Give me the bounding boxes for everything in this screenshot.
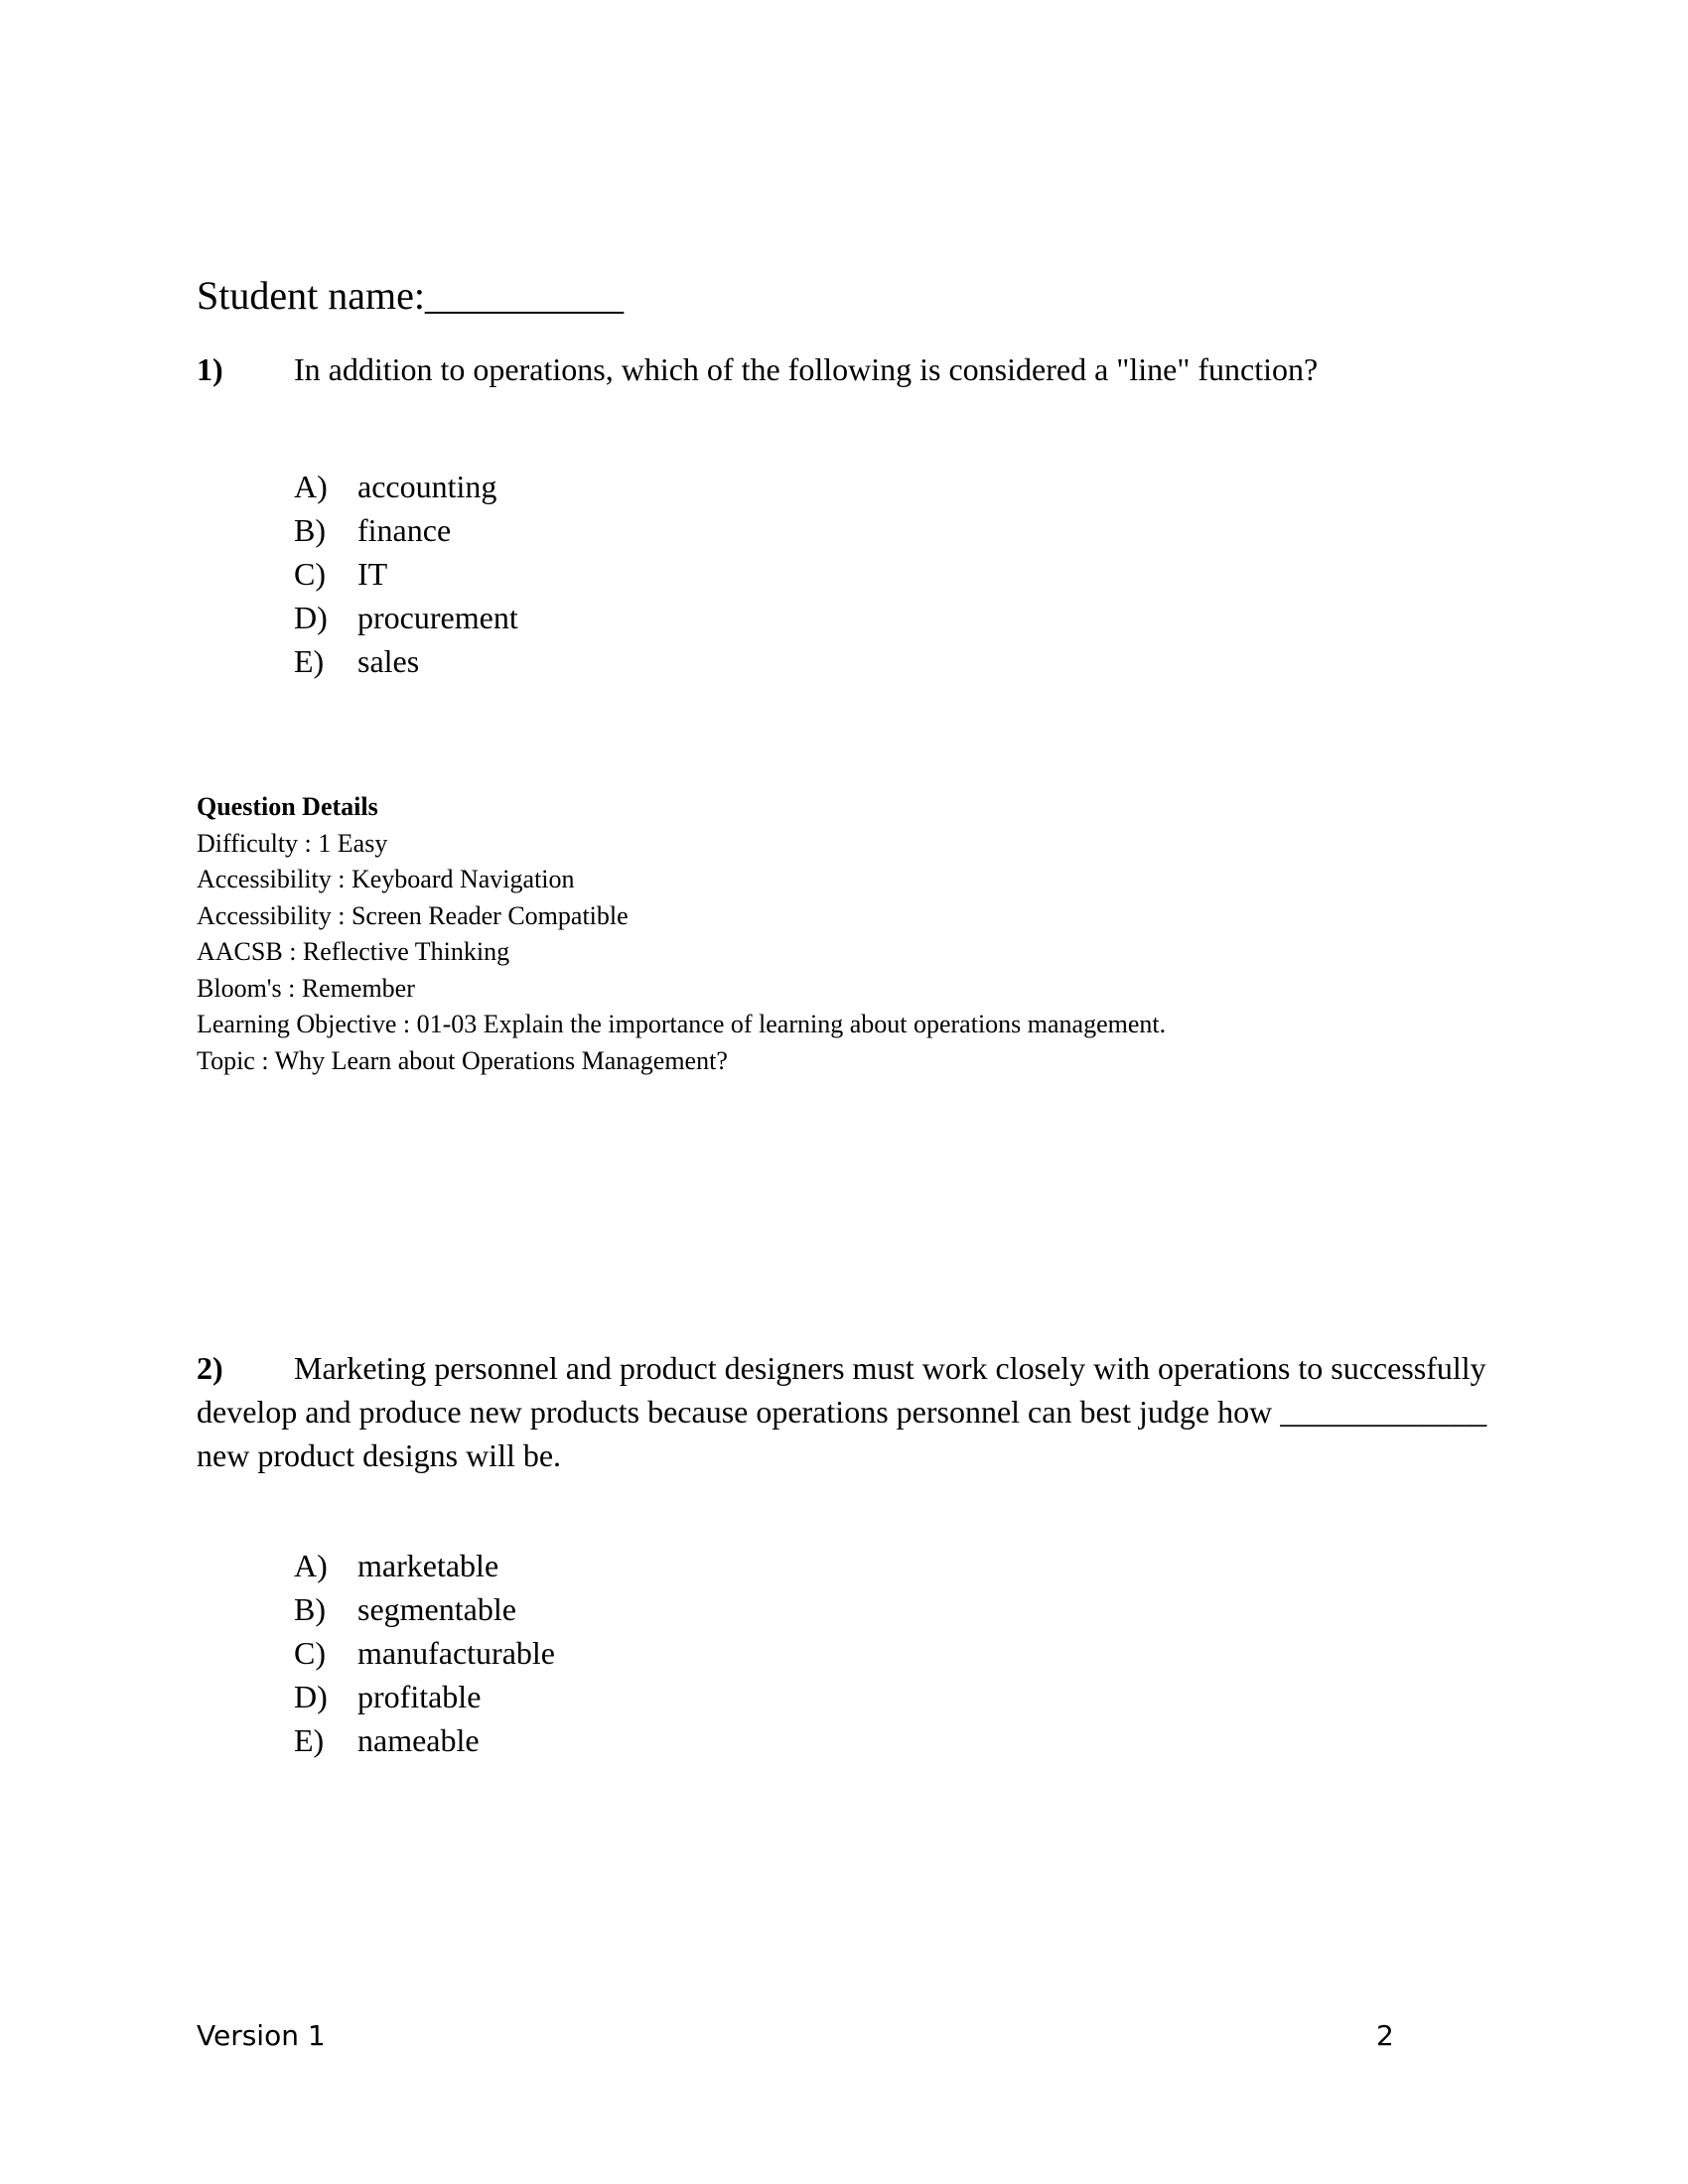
option-a — [294, 465, 518, 508]
question-1 — [197, 351, 1319, 388]
question-text: In addition to operations, which of the following is considered a "line" function? — [294, 351, 1319, 387]
detail-blooms: Bloom's : Remember — [197, 973, 415, 1003]
option-text: accounting — [357, 469, 497, 504]
question-details — [197, 789, 1166, 1079]
option-b — [294, 508, 518, 552]
detail-difficulty: Difficulty : 1 Easy — [197, 828, 388, 858]
question-1-options — [294, 465, 518, 683]
detail-topic: Topic : Why Learn about Operations Management? — [197, 1045, 728, 1075]
option-e — [294, 639, 518, 683]
footer-version: Version 1 — [197, 2019, 326, 2052]
option-text: manufacturable — [357, 1635, 555, 1671]
option-c — [294, 1631, 555, 1675]
option-text: segmentable — [357, 1591, 516, 1627]
question-details-title: Question Details — [197, 792, 378, 821]
option-d — [294, 596, 518, 639]
option-text: nameable — [357, 1722, 480, 1758]
detail-aacsb: AACSB : Reflective Thinking — [197, 937, 510, 966]
option-letter: D) — [294, 600, 328, 635]
option-a — [294, 1544, 555, 1587]
option-c — [294, 552, 518, 596]
option-e — [294, 1718, 555, 1762]
question-2 — [197, 1346, 1507, 1477]
option-text: marketable — [357, 1548, 499, 1583]
option-letter: D) — [294, 1679, 328, 1714]
option-letter: E) — [294, 1722, 325, 1758]
question-text: Marketing personnel and product designers must work closely with operations to successfully develop and produce new products because operations personnel can best judge how _____________ new product designs will be. — [197, 1350, 1487, 1473]
option-text: profitable — [357, 1679, 482, 1714]
option-letter: A) — [294, 469, 328, 504]
question-2-options — [294, 1544, 555, 1762]
option-letter: B) — [294, 1591, 326, 1627]
option-letter: C) — [294, 556, 326, 592]
option-d — [294, 1675, 555, 1718]
footer-page-number: 2 — [1376, 2019, 1394, 2052]
detail-learning-objective: Learning Objective : 01-03 Explain the importance of learning about operations management. — [197, 1010, 1167, 1038]
option-b — [294, 1587, 555, 1631]
detail-accessibility-screen-reader: Accessibility : Screen Reader Compatible — [197, 900, 629, 930]
option-text: sales — [357, 643, 420, 679]
student-name-label: Student name:__________ — [197, 273, 624, 318]
option-letter: A) — [294, 1548, 328, 1583]
option-letter: E) — [294, 643, 325, 679]
question-number: 2) — [197, 1350, 223, 1386]
option-text: IT — [357, 556, 388, 592]
option-letter: C) — [294, 1635, 326, 1671]
option-letter: B) — [294, 512, 326, 548]
detail-accessibility-keyboard: Accessibility : Keyboard Navigation — [197, 865, 575, 893]
option-text: finance — [357, 512, 452, 548]
option-text: procurement — [357, 600, 518, 635]
question-number: 1) — [197, 351, 223, 387]
